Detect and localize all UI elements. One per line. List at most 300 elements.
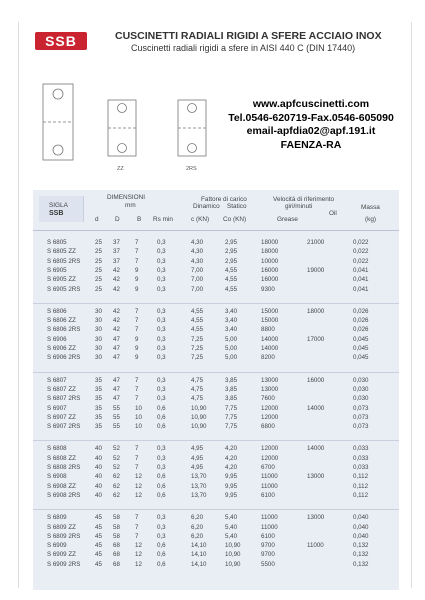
- cell-co-kn: 10,90: [225, 560, 241, 568]
- cell-D: 62: [113, 482, 120, 490]
- catalog-title: CUSCINETTI RADIALI RIGIDI A SFERE ACCIAIO INOX: [115, 30, 382, 42]
- table-row: [33, 266, 399, 275]
- cell-sigla: S 6907 ZZ: [47, 413, 76, 421]
- cell-oil-speed: 19000: [307, 266, 325, 274]
- cell-D: 52: [113, 445, 120, 453]
- cell-d: 45: [95, 542, 102, 550]
- cell-oil-speed: 18000: [307, 307, 325, 315]
- cell-mass: 0,026: [353, 317, 369, 325]
- cell-co-kn: 3,40: [225, 307, 238, 315]
- cell-c-kn: 4,95: [191, 464, 204, 471]
- cell-mass: 0,040: [353, 523, 369, 531]
- cell-B: 9: [135, 354, 139, 362]
- table-row: [33, 285, 399, 294]
- cell-B: 10: [135, 404, 142, 412]
- cell-mass: 0,045: [353, 354, 369, 362]
- cell-B: 12: [135, 482, 142, 490]
- cell-B: 9: [135, 276, 139, 284]
- table-row: [33, 275, 399, 284]
- cell-d: 45: [95, 551, 102, 559]
- cell-co-kn: 5,00: [225, 354, 238, 362]
- cell-grease-speed: 18000: [261, 239, 279, 246]
- table-row: [33, 344, 399, 353]
- table-row: [33, 422, 399, 431]
- cell-B: 7: [135, 248, 139, 256]
- cell-B: 10: [135, 413, 142, 421]
- cell-B: 12: [135, 560, 142, 568]
- cell-mass: 0,030: [353, 395, 369, 403]
- cell-d: 45: [95, 514, 102, 522]
- cell-sigla: S 6805 2RS: [47, 257, 81, 265]
- cell-sigla: S 6808 ZZ: [47, 454, 76, 462]
- bearing-2rs-outline: [178, 100, 206, 156]
- cell-rsmin: 0,6: [157, 413, 166, 421]
- cell-rsmin: 0,3: [157, 464, 166, 471]
- cell-D: 55: [113, 423, 120, 431]
- cell-B: 12: [135, 473, 142, 481]
- header-grease: Grease: [277, 216, 298, 223]
- cell-sigla: S 6808 2RS: [47, 464, 81, 471]
- cell-co-kn: 7,75: [225, 423, 238, 431]
- table-row: [33, 541, 399, 550]
- cell-d: 25: [95, 266, 102, 274]
- cell-c-kn: 4,55: [191, 317, 204, 325]
- cell-sigla: S 6909: [47, 542, 67, 550]
- cell-rsmin: 0,3: [157, 307, 166, 315]
- cell-sigla: S 6905 ZZ: [47, 276, 76, 284]
- cell-c-kn: 7,00: [191, 266, 204, 274]
- cell-oil-speed: 14000: [307, 404, 325, 412]
- cell-D: 37: [113, 239, 120, 246]
- cell-B: 9: [135, 335, 139, 343]
- cell-grease-speed: 6800: [261, 423, 275, 431]
- cell-d: 45: [95, 560, 102, 568]
- cell-grease-speed: 15000: [261, 307, 279, 315]
- cell-d: 25: [95, 257, 102, 265]
- cell-B: 7: [135, 239, 139, 246]
- table-row: [33, 307, 399, 316]
- cell-sigla: S 6908 2RS: [47, 491, 81, 499]
- cell-sigla: S 6905: [47, 266, 67, 274]
- cell-rsmin: 0,6: [157, 542, 166, 550]
- cell-sigla: S 6908: [47, 473, 67, 481]
- header-mm: mm: [125, 202, 136, 209]
- cell-mass: 0,040: [353, 532, 369, 540]
- cell-sigla: S 6807 ZZ: [47, 385, 76, 393]
- cell-D: 68: [113, 542, 120, 550]
- cell-co-kn: 3,40: [225, 326, 238, 334]
- cell-B: 7: [135, 385, 139, 393]
- header-statico: Statico: [227, 203, 247, 210]
- cell-co-kn: 9,95: [225, 482, 238, 490]
- table-row: [33, 444, 399, 453]
- cell-rsmin: 0,3: [157, 376, 166, 384]
- cell-co-kn: 4,55: [225, 266, 238, 274]
- table-row: [33, 463, 399, 472]
- table-row: [33, 376, 399, 385]
- table-row: [33, 353, 399, 362]
- cell-d: 30: [95, 326, 102, 334]
- cell-mass: 0,041: [353, 276, 369, 284]
- cell-D: 47: [113, 385, 120, 393]
- cell-c-kn: 7,25: [191, 335, 204, 343]
- cell-grease-speed: 8800: [261, 326, 275, 334]
- cell-rsmin: 0,3: [157, 326, 166, 334]
- cell-rsmin: 0,3: [157, 385, 166, 393]
- table-row: [33, 385, 399, 394]
- cell-rsmin: 0,3: [157, 239, 166, 246]
- cell-B: 7: [135, 445, 139, 453]
- cell-rsmin: 0,6: [157, 423, 166, 431]
- cell-d: 35: [95, 404, 102, 412]
- cell-rsmin: 0,3: [157, 285, 166, 293]
- cell-c-kn: 10,90: [191, 404, 207, 412]
- cell-rsmin: 0,3: [157, 514, 166, 522]
- cell-d: 40: [95, 491, 102, 499]
- specification-table: [33, 190, 399, 590]
- cell-co-kn: 3,85: [225, 385, 238, 393]
- group-separator: [33, 303, 399, 304]
- email-address[interactable]: email-apfdia02@apf.191.it: [246, 125, 376, 137]
- table-row: [33, 454, 399, 463]
- group-separator: [33, 509, 399, 510]
- table-row: [33, 404, 399, 413]
- cell-D: 68: [113, 560, 120, 568]
- cell-grease-speed: 16000: [261, 266, 279, 274]
- cell-mass: 0,132: [353, 542, 369, 550]
- cell-d: 30: [95, 345, 102, 352]
- cell-rsmin: 0,3: [157, 454, 166, 462]
- cell-grease-speed: 6700: [261, 464, 275, 471]
- cell-sigla: S 6909 ZZ: [47, 551, 76, 559]
- cell-mass: 0,033: [353, 464, 369, 471]
- cell-B: 7: [135, 532, 139, 540]
- cell-grease-speed: 9700: [261, 542, 275, 550]
- table-row: [33, 491, 399, 500]
- cell-B: 10: [135, 423, 142, 431]
- cell-rsmin: 0,3: [157, 266, 166, 274]
- cell-sigla: S 6809 2RS: [47, 532, 81, 540]
- cell-B: 9: [135, 266, 139, 274]
- cell-sigla: S 6905 2RS: [47, 285, 81, 293]
- header-kg: (kg): [365, 216, 377, 223]
- cell-c-kn: 7,00: [191, 276, 204, 284]
- cell-co-kn: 9,95: [225, 473, 238, 481]
- cell-grease-speed: 18000: [261, 248, 279, 256]
- cell-grease-speed: 11000: [261, 523, 278, 531]
- table-row: [33, 513, 399, 522]
- header-ckn: c (KN): [191, 216, 210, 223]
- cell-rsmin: 0,3: [157, 523, 166, 531]
- cell-mass: 0,073: [353, 423, 369, 431]
- cell-c-kn: 6,20: [191, 514, 204, 522]
- cell-D: 42: [113, 276, 120, 284]
- cell-rsmin: 0,6: [157, 560, 166, 568]
- table-row: [33, 413, 399, 422]
- cell-mass: 0,030: [353, 385, 369, 393]
- cell-sigla: S 6909 2RS: [47, 560, 81, 568]
- cell-D: 58: [113, 514, 120, 522]
- cell-c-kn: 14,10: [191, 542, 207, 550]
- cell-c-kn: 4,30: [191, 248, 204, 256]
- cell-D: 58: [113, 532, 120, 540]
- cell-mass: 0,132: [353, 560, 369, 568]
- header-brand: SSB: [49, 210, 64, 217]
- cell-D: 47: [113, 345, 120, 352]
- table-row: [33, 335, 399, 344]
- cell-grease-speed: 12000: [261, 445, 279, 453]
- cell-B: 7: [135, 307, 139, 315]
- cell-co-kn: 7,75: [225, 413, 238, 421]
- cell-mass: 0,022: [353, 248, 369, 256]
- group-separator: [33, 440, 399, 441]
- city: FAENZA-RA: [280, 138, 342, 151]
- header-giri: giri/minuti: [285, 203, 313, 210]
- cell-d: 45: [95, 532, 102, 540]
- cell-c-kn: 6,20: [191, 523, 204, 531]
- cell-B: 12: [135, 542, 142, 550]
- cell-B: 7: [135, 514, 139, 522]
- header-sigla: SIGLA: [49, 202, 68, 209]
- cell-d: 35: [95, 376, 102, 384]
- cell-mass: 0,112: [353, 491, 369, 499]
- cell-grease-speed: 15000: [261, 317, 279, 325]
- cell-rsmin: 0,3: [157, 248, 166, 256]
- cell-grease-speed: 11000: [261, 482, 278, 490]
- cell-d: 30: [95, 307, 102, 315]
- cell-mass: 0,026: [353, 307, 369, 315]
- cell-c-kn: 10,90: [191, 423, 207, 431]
- cell-sigla: S 6906 2RS: [47, 354, 81, 362]
- cell-D: 52: [113, 464, 120, 471]
- cell-mass: 0,045: [353, 345, 369, 352]
- cell-B: 7: [135, 454, 139, 462]
- cell-B: 9: [135, 285, 139, 293]
- cell-D: 58: [113, 523, 120, 531]
- ssb-logo: SSB: [35, 32, 87, 50]
- header-D: D: [115, 216, 120, 223]
- header-rsmin: Rs min: [153, 216, 173, 223]
- cell-d: 40: [95, 454, 102, 462]
- cell-rsmin: 0,3: [157, 257, 166, 265]
- catalog-subtitle: Cuscinetti radiali rigidi a sfere in AISI 440 C (DIN 17440): [131, 43, 356, 53]
- header-velocita: Velocità di riferimento: [273, 196, 335, 203]
- cell-grease-speed: 6100: [261, 532, 275, 540]
- label-2rs: 2RS: [186, 166, 197, 172]
- cell-c-kn: 4,95: [191, 454, 204, 462]
- cell-co-kn: 3,85: [225, 376, 238, 384]
- cell-D: 42: [113, 285, 120, 293]
- cell-co-kn: 5,40: [225, 514, 238, 522]
- cell-d: 35: [95, 385, 102, 393]
- cell-c-kn: 10,90: [191, 413, 207, 421]
- cell-c-kn: 7,25: [191, 345, 204, 352]
- cell-d: 25: [95, 276, 102, 284]
- phone-fax: Tel.0546-620719-Fax.0546-605090: [228, 111, 394, 124]
- table-row: [33, 532, 399, 541]
- cell-c-kn: 7,00: [191, 285, 204, 293]
- cell-mass: 0,073: [353, 404, 369, 412]
- table-row: [33, 247, 399, 256]
- cell-oil-speed: 14000: [307, 445, 325, 453]
- cell-grease-speed: 14000: [261, 345, 279, 352]
- cell-D: 55: [113, 413, 120, 421]
- cell-sigla: S 6906: [47, 335, 67, 343]
- cell-d: 25: [95, 248, 102, 256]
- cell-co-kn: 5,40: [225, 523, 238, 531]
- cell-d: 35: [95, 413, 102, 421]
- catalog-page: [18, 22, 412, 588]
- cell-d: 30: [95, 354, 102, 362]
- table-row: [33, 523, 399, 532]
- cell-d: 25: [95, 285, 102, 293]
- cell-mass: 0,112: [353, 482, 369, 490]
- cell-D: 37: [113, 257, 120, 265]
- cell-grease-speed: 9700: [261, 551, 275, 559]
- cell-c-kn: 13,70: [191, 491, 207, 499]
- table-row: [33, 472, 399, 481]
- cell-rsmin: 0,3: [157, 276, 166, 284]
- cell-c-kn: 13,70: [191, 473, 207, 481]
- cell-rsmin: 0,3: [157, 532, 166, 540]
- cell-grease-speed: 10000: [261, 257, 279, 265]
- cell-sigla: S 6805: [47, 239, 67, 246]
- header-fattore: Fattore di carico: [201, 196, 247, 203]
- cell-grease-speed: 13000: [261, 376, 279, 384]
- cell-co-kn: 9,95: [225, 491, 238, 499]
- cell-D: 47: [113, 376, 120, 384]
- cell-B: 9: [135, 345, 139, 352]
- cell-d: 40: [95, 473, 102, 481]
- bearing-cross-section-drawings: [33, 70, 233, 180]
- table-row: [33, 394, 399, 403]
- cell-mass: 0,112: [353, 473, 369, 481]
- cell-rsmin: 0,3: [157, 354, 166, 362]
- cell-c-kn: 4,30: [191, 257, 204, 265]
- table-row: [33, 325, 399, 334]
- cell-co-kn: 2,95: [225, 248, 238, 256]
- cell-co-kn: 4,20: [225, 464, 238, 471]
- header-cokn: Co (KN): [223, 216, 247, 223]
- cell-D: 68: [113, 551, 120, 559]
- header-d: d: [95, 216, 99, 223]
- cell-B: 7: [135, 317, 139, 325]
- cell-mass: 0,030: [353, 376, 369, 384]
- cell-D: 37: [113, 248, 120, 256]
- cell-co-kn: 10,90: [225, 542, 241, 550]
- cell-c-kn: 13,70: [191, 482, 207, 490]
- cell-sigla: S 6809: [47, 514, 67, 522]
- cell-grease-speed: 11000: [261, 473, 278, 481]
- cell-c-kn: 14,10: [191, 551, 207, 559]
- cell-sigla: S 6807 2RS: [47, 395, 81, 403]
- cell-mass: 0,045: [353, 335, 369, 343]
- cell-d: 30: [95, 335, 102, 343]
- cell-c-kn: 4,55: [191, 326, 204, 334]
- cell-sigla: S 6908 ZZ: [47, 482, 76, 490]
- cell-D: 62: [113, 491, 120, 499]
- cell-co-kn: 5,40: [225, 532, 238, 540]
- table-row: [33, 560, 399, 569]
- cell-mass: 0,041: [353, 266, 369, 274]
- cell-rsmin: 0,3: [157, 317, 166, 325]
- cell-rsmin: 0,3: [157, 445, 166, 453]
- cell-B: 12: [135, 551, 142, 559]
- cell-sigla: S 6807: [47, 376, 67, 384]
- cell-B: 7: [135, 257, 139, 265]
- table-row: [33, 316, 399, 325]
- table-header: [33, 190, 399, 231]
- cell-d: 40: [95, 464, 102, 471]
- cell-co-kn: 5,00: [225, 335, 238, 343]
- cell-D: 42: [113, 326, 120, 334]
- cell-oil-speed: 11000: [307, 542, 324, 550]
- header-dinamico: Dinamico: [193, 203, 220, 210]
- cell-c-kn: 6,20: [191, 532, 204, 540]
- cell-grease-speed: 11000: [261, 514, 278, 522]
- cell-co-kn: 4,55: [225, 276, 238, 284]
- cell-rsmin: 0,6: [157, 482, 166, 490]
- cell-mass: 0,026: [353, 326, 369, 334]
- cell-d: 40: [95, 482, 102, 490]
- header-massa: Massa: [361, 204, 380, 211]
- cell-c-kn: 4,55: [191, 307, 204, 315]
- cell-grease-speed: 12000: [261, 404, 279, 412]
- cell-c-kn: 4,75: [191, 385, 204, 393]
- cell-c-kn: 4,95: [191, 445, 204, 453]
- cell-rsmin: 0,6: [157, 404, 166, 412]
- bearing-zz-outline: [108, 100, 136, 156]
- catalog-header: [19, 22, 411, 60]
- cell-sigla: S 6907: [47, 404, 67, 412]
- cell-rsmin: 0,6: [157, 551, 166, 559]
- cell-D: 62: [113, 473, 120, 481]
- header-oil: Oil: [329, 210, 337, 217]
- table-row: [33, 550, 399, 559]
- website-link[interactable]: www.apfcuscinetti.com: [252, 98, 370, 110]
- cell-grease-speed: 13000: [261, 385, 279, 393]
- cell-grease-speed: 9300: [261, 285, 275, 293]
- cell-c-kn: 4,75: [191, 376, 204, 384]
- cell-grease-speed: 8200: [261, 354, 275, 362]
- cell-B: 7: [135, 464, 139, 471]
- cell-sigla: S 6906 ZZ: [47, 345, 76, 352]
- cell-co-kn: 4,20: [225, 454, 238, 462]
- cell-D: 55: [113, 404, 120, 412]
- sigla-header-box: [39, 196, 84, 222]
- cell-mass: 0,040: [353, 514, 369, 522]
- cell-co-kn: 5,00: [225, 345, 238, 352]
- cell-d: 35: [95, 395, 102, 403]
- cell-rsmin: 0,3: [157, 335, 166, 343]
- cell-c-kn: 4,30: [191, 239, 204, 246]
- cell-co-kn: 10,90: [225, 551, 241, 559]
- cell-mass: 0,132: [353, 551, 369, 559]
- cell-mass: 0,022: [353, 239, 369, 246]
- cell-d: 35: [95, 423, 102, 431]
- cell-grease-speed: 12000: [261, 454, 279, 462]
- ball-bottom: [53, 145, 63, 155]
- cell-grease-speed: 12000: [261, 413, 279, 421]
- cell-B: 12: [135, 491, 142, 499]
- cell-co-kn: 7,75: [225, 404, 238, 412]
- cell-oil-speed: 13000: [307, 473, 325, 481]
- cell-D: 52: [113, 454, 120, 462]
- cell-grease-speed: 16000: [261, 276, 279, 284]
- cell-co-kn: 4,20: [225, 445, 238, 453]
- cell-rsmin: 0,3: [157, 345, 166, 352]
- cell-D: 42: [113, 307, 120, 315]
